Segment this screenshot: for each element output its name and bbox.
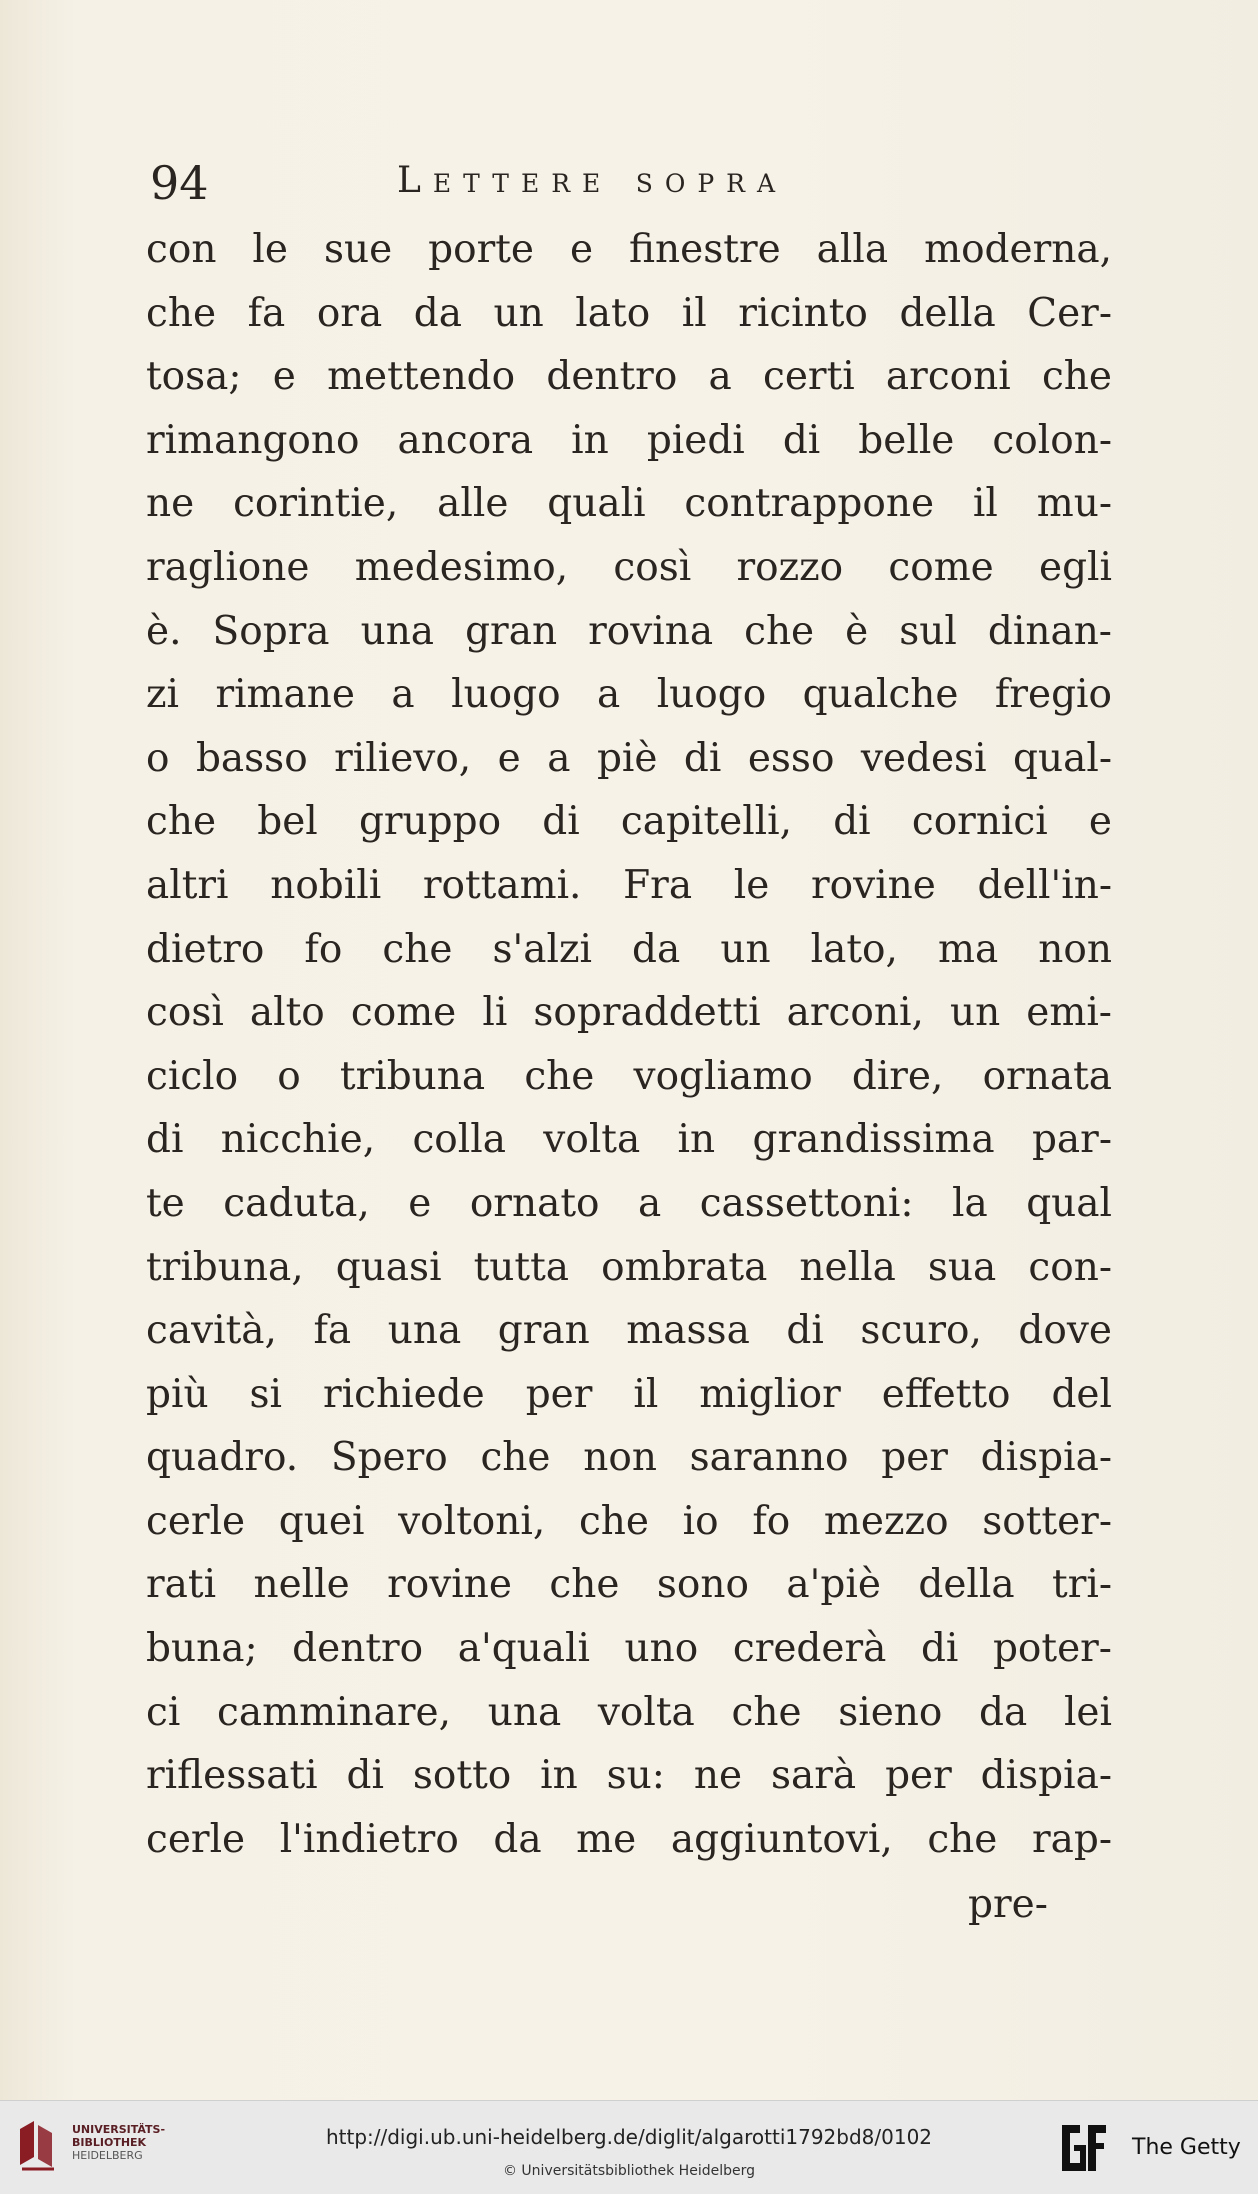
text-line: con le sue porte e finestre alla moderna, xyxy=(146,227,1112,272)
text-line: più si richiede per il miglior effetto del xyxy=(146,1371,1112,1417)
text-line: raglione medesimo, così rozzo come egli xyxy=(146,544,1112,590)
text-line: che bel gruppo di capitelli, di cornici e xyxy=(146,799,1112,845)
text-line: di nicchie, colla volta in grandissima par- xyxy=(146,1117,1112,1163)
text-line: ne corintie, alle quali contrappone il mu- xyxy=(146,481,1112,527)
text-line: riflessati di sotto in su: ne sarà per dispia- xyxy=(146,1753,1112,1799)
text-line: cerle quei voltoni, che io fo mezzo sotter- xyxy=(146,1498,1112,1544)
text-line: zi rimane a luogo a luogo qualche fregio xyxy=(146,672,1112,718)
running-title: Lettere sopra xyxy=(397,160,788,201)
text-line: rati nelle rovine che sono a'piè della tri- xyxy=(146,1562,1112,1608)
getty-logo-icon xyxy=(1058,2119,1110,2175)
text-line: tosa; e mettendo dentro a certi arconi che xyxy=(146,354,1112,400)
permalink-url[interactable]: http://digi.ub.uni-heidelberg.de/diglit/algarotti1792bd8/0102 xyxy=(325,2125,933,2149)
page-header xyxy=(150,156,1130,216)
text-line: dietro fo che s'alzi da un lato, ma non xyxy=(146,926,1112,972)
text-line: cavità, fa una gran massa di scuro, dove xyxy=(146,1308,1112,1354)
viewer-footer xyxy=(0,2100,1258,2194)
getty-name: The Getty xyxy=(1132,2135,1241,2160)
text-line: rimangono ancora in piedi di belle colon- xyxy=(146,417,1112,463)
text-line: quadro. Spero che non saranno per dispia- xyxy=(146,1435,1112,1481)
text-line: tribuna, quasi tutta ombrata nella sua con- xyxy=(146,1244,1112,1290)
library-name: UNIVERSITÄTS- BIBLIOTHEK HEIDELBERG xyxy=(72,2123,166,2162)
text-line: te caduta, e ornato a cassettoni: la qual xyxy=(146,1180,1112,1226)
text-line: ciclo o tribuna che vogliamo dire, ornata xyxy=(146,1053,1112,1099)
body-text xyxy=(146,218,1112,1871)
text-line: buna; dentro a'quali uno crederà di poter- xyxy=(146,1626,1112,1672)
text-line: è. Sopra una gran rovina che è sul dinan- xyxy=(146,608,1112,654)
text-line: o basso rilievo, e a piè di esso vedesi qual- xyxy=(146,735,1112,781)
catchword: pre- xyxy=(968,1882,1048,1927)
text-line: cerle l'indietro da me aggiuntovi, che rap- xyxy=(146,1816,1112,1862)
text-line: altri nobili rottami. Fra le rovine dell'in- xyxy=(146,862,1112,908)
copyright-notice: © Universitätsbibliothek Heidelberg xyxy=(502,2163,755,2179)
text-line: che fa ora da un lato il ricinto della Cer- xyxy=(146,290,1112,336)
text-line: così alto come li sopraddetti arconi, un emi- xyxy=(146,990,1112,1036)
text-line: ci camminare, una volta che sieno da lei xyxy=(146,1689,1112,1735)
page-number: 94 xyxy=(150,156,209,210)
